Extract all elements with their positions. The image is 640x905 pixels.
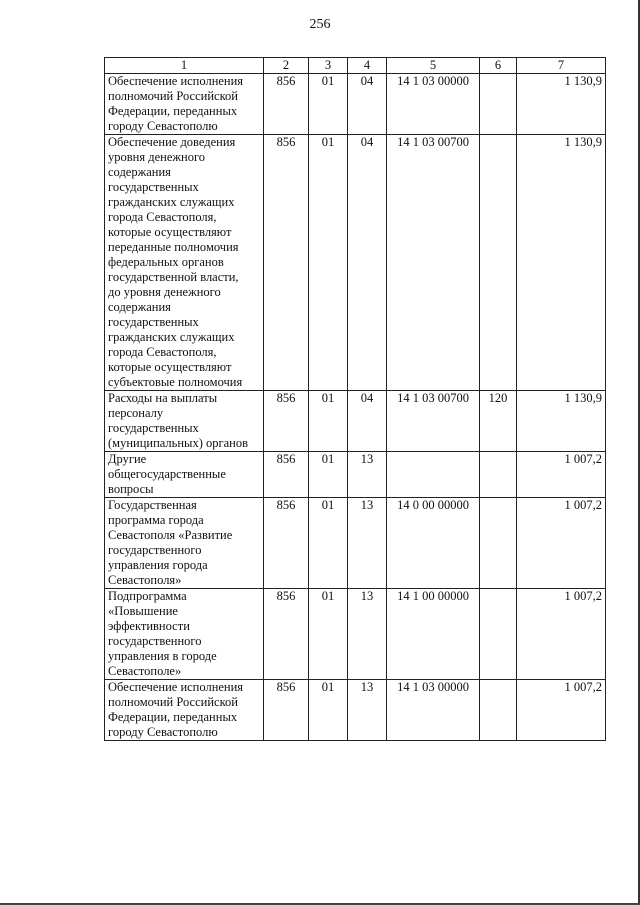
table-body bbox=[105, 74, 606, 741]
expense-name-line: полномочий Российской bbox=[108, 89, 238, 103]
table-row bbox=[105, 74, 606, 135]
expense-name-line: города Севастополя, bbox=[108, 210, 217, 224]
page-number: 256 bbox=[309, 17, 331, 32]
expense-name-line: федеральных органов bbox=[108, 255, 224, 269]
expense-name-line: гражданских служащих bbox=[108, 330, 235, 344]
section-code-cell: 01 bbox=[309, 74, 348, 135]
amount-cell: 1 007,2 bbox=[517, 680, 606, 741]
section-code-cell: 01 bbox=[309, 135, 348, 391]
expense-name-cell bbox=[105, 391, 264, 452]
expense-type-cell bbox=[480, 589, 517, 680]
ministry-code-cell: 856 bbox=[264, 74, 309, 135]
expense-name-cell bbox=[105, 135, 264, 391]
expense-name-cell bbox=[105, 452, 264, 498]
ministry-code-cell: 856 bbox=[264, 452, 309, 498]
section-code-cell: 01 bbox=[309, 680, 348, 741]
expense-name-line: переданные полномочия bbox=[108, 240, 239, 254]
header-cell: 2 bbox=[264, 58, 309, 74]
target-article-cell: 14 1 03 00000 bbox=[387, 74, 480, 135]
expense-type-cell: 120 bbox=[480, 391, 517, 452]
expense-name-line: персоналу bbox=[108, 406, 164, 420]
ministry-code-cell: 856 bbox=[264, 498, 309, 589]
expense-name-line: Другие bbox=[108, 452, 147, 466]
expense-name-line: Подпрограмма bbox=[108, 589, 187, 603]
expense-name-line: полномочий Российской bbox=[108, 695, 238, 709]
expense-name-line: уровня денежного bbox=[108, 150, 206, 164]
amount-cell: 1 007,2 bbox=[517, 452, 606, 498]
header-cell: 3 bbox=[309, 58, 348, 74]
budget-table bbox=[104, 57, 606, 741]
expense-name-line: города Севастополя, bbox=[108, 345, 217, 359]
expense-type-cell bbox=[480, 74, 517, 135]
expense-name-cell bbox=[105, 589, 264, 680]
amount-cell: 1 130,9 bbox=[517, 391, 606, 452]
target-article-cell: 14 1 03 00700 bbox=[387, 391, 480, 452]
expense-name-line: Федерации, переданных bbox=[108, 104, 238, 118]
table-row bbox=[105, 391, 606, 452]
expense-name-line: Обеспечение доведения bbox=[108, 135, 236, 149]
expense-name-line: «Повышение bbox=[108, 604, 178, 618]
ministry-code-cell: 856 bbox=[264, 391, 309, 452]
target-article-cell: 14 0 00 00000 bbox=[387, 498, 480, 589]
ministry-code-cell: 856 bbox=[264, 135, 309, 391]
table-row bbox=[105, 589, 606, 680]
ministry-code-cell: 856 bbox=[264, 680, 309, 741]
ministry-code-cell: 856 bbox=[264, 589, 309, 680]
expense-name-line: управления в городе bbox=[108, 649, 217, 663]
header-cell: 7 bbox=[517, 58, 606, 74]
expense-name-line: Обеспечение исполнения bbox=[108, 74, 244, 88]
amount-cell: 1 130,9 bbox=[517, 135, 606, 391]
expense-name-line: государственного bbox=[108, 634, 202, 648]
section-code-cell: 01 bbox=[309, 452, 348, 498]
amount-cell: 1 007,2 bbox=[517, 498, 606, 589]
expense-name-line: городу Севастополю bbox=[108, 119, 218, 133]
expense-name-line: программа города bbox=[108, 513, 204, 527]
table-row bbox=[105, 452, 606, 498]
table-row bbox=[105, 680, 606, 741]
header-cell: 6 bbox=[480, 58, 517, 74]
expense-name-line: до уровня денежного bbox=[108, 285, 221, 299]
expense-name-line: Федерации, переданных bbox=[108, 710, 238, 724]
expense-name-cell bbox=[105, 74, 264, 135]
expense-name-line: субъектовые полномочия bbox=[108, 375, 243, 389]
expense-name-cell bbox=[105, 680, 264, 741]
expense-type-cell bbox=[480, 680, 517, 741]
header-cell: 4 bbox=[348, 58, 387, 74]
expense-name-line: (муниципальных) органов bbox=[108, 436, 249, 450]
target-article-cell: 14 1 03 00000 bbox=[387, 680, 480, 741]
section-code-cell: 01 bbox=[309, 589, 348, 680]
target-article-cell bbox=[387, 452, 480, 498]
expense-name-line: которые осуществляют bbox=[108, 225, 232, 239]
subsection-code-cell: 13 bbox=[348, 589, 387, 680]
header-row bbox=[105, 58, 606, 74]
expense-type-cell bbox=[480, 135, 517, 391]
expense-name-line: вопросы bbox=[108, 482, 154, 496]
expense-name-line: государственной власти, bbox=[108, 270, 239, 284]
expense-name-cell bbox=[105, 498, 264, 589]
expense-type-cell bbox=[480, 452, 517, 498]
subsection-code-cell: 04 bbox=[348, 135, 387, 391]
subsection-code-cell: 13 bbox=[348, 498, 387, 589]
expense-type-cell bbox=[480, 498, 517, 589]
table-row bbox=[105, 498, 606, 589]
expense-name-line: Расходы на выплаты bbox=[108, 391, 218, 405]
amount-cell: 1 130,9 bbox=[517, 74, 606, 135]
expense-name-line: Севастополя «Развитие bbox=[108, 528, 233, 542]
expense-name-line: Государственная bbox=[108, 498, 197, 512]
expense-name-line: управления города bbox=[108, 558, 208, 572]
expense-name-line: содержания bbox=[108, 300, 171, 314]
expense-name-line: общегосударственные bbox=[108, 467, 226, 481]
expense-name-line: которые осуществляют bbox=[108, 360, 232, 374]
subsection-code-cell: 13 bbox=[348, 452, 387, 498]
expense-name-line: государственных bbox=[108, 315, 199, 329]
section-code-cell: 01 bbox=[309, 498, 348, 589]
expense-name-line: государственных bbox=[108, 180, 199, 194]
subsection-code-cell: 04 bbox=[348, 391, 387, 452]
table-row bbox=[105, 135, 606, 391]
subsection-code-cell: 04 bbox=[348, 74, 387, 135]
expense-name-line: эффективности bbox=[108, 619, 190, 633]
header-cell: 1 bbox=[105, 58, 264, 74]
subsection-code-cell: 13 bbox=[348, 680, 387, 741]
expense-name-line: Обеспечение исполнения bbox=[108, 680, 244, 694]
target-article-cell: 14 1 00 00000 bbox=[387, 589, 480, 680]
amount-cell: 1 007,2 bbox=[517, 589, 606, 680]
section-code-cell: 01 bbox=[309, 391, 348, 452]
expense-name-line: Севастополя» bbox=[108, 573, 182, 587]
expense-name-line: государственного bbox=[108, 543, 202, 557]
expense-name-line: городу Севастополю bbox=[108, 725, 218, 739]
target-article-cell: 14 1 03 00700 bbox=[387, 135, 480, 391]
expense-name-line: государственных bbox=[108, 421, 199, 435]
expense-name-line: гражданских служащих bbox=[108, 195, 235, 209]
expense-name-line: содержания bbox=[108, 165, 171, 179]
header-cell: 5 bbox=[387, 58, 480, 74]
expense-name-line: Севастополе» bbox=[108, 664, 182, 678]
